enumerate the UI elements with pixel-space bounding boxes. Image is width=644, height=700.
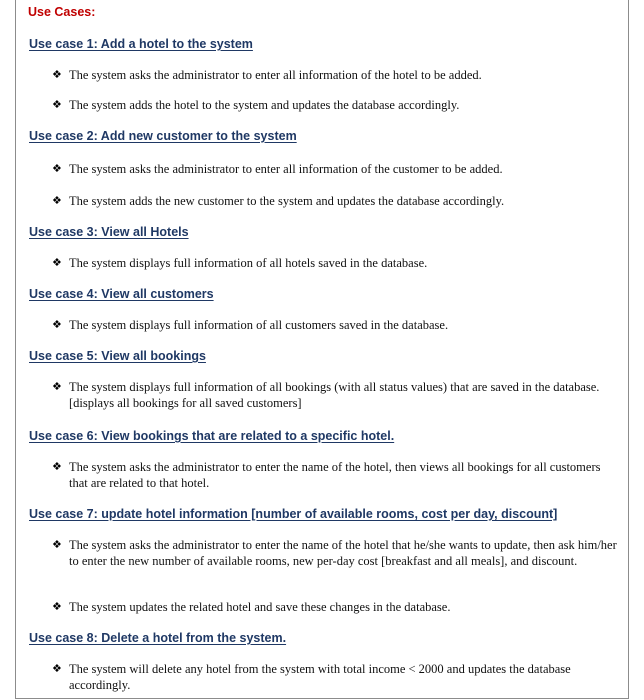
diamond-bullet-icon: ❖ — [52, 256, 62, 269]
use-case-1-heading: Use case 1: Add a hotel to the system — [29, 37, 253, 51]
diamond-bullet-icon: ❖ — [52, 162, 62, 175]
use-case-5-item-1: The system displays full information of all bookings (with all status values) that are saved in the database. [displays all bookings for all saved customers] — [69, 380, 600, 410]
diamond-bullet-icon: ❖ — [52, 68, 62, 81]
diamond-bullet-icon: ❖ — [52, 380, 62, 393]
use-case-6-heading: Use case 6: View bookings that are related to a specific hotel. — [29, 429, 395, 443]
diamond-bullet-icon: ❖ — [52, 318, 62, 331]
use-case-2-item-2: The system adds the new customer to the system and updates the database accordingly. — [69, 194, 505, 208]
use-case-1-item-1: The system asks the administrator to enter all information of the hotel to be added. — [69, 68, 482, 82]
diamond-bullet-icon: ❖ — [52, 98, 62, 111]
use-case-7-heading: Use case 7: update hotel information [number of available rooms, cost per day, discount] — [29, 507, 558, 521]
use-case-8-item-1: The system will delete any hotel from the system with total income < 2000 and updates the database accordingly. — [69, 662, 571, 692]
use-case-4-item-1: The system displays full information of all customers saved in the database. — [69, 318, 449, 332]
use-case-8-heading: Use case 8: Delete a hotel from the system. — [29, 631, 287, 645]
section-title: Use Cases: — [28, 5, 96, 19]
use-case-3-heading: Use case 3: View all Hotels — [29, 225, 189, 239]
use-case-4-heading: Use case 4: View all customers — [29, 287, 214, 301]
use-case-5-heading: Use case 5: View all bookings — [29, 349, 206, 363]
diamond-bullet-icon: ❖ — [52, 194, 62, 207]
use-case-3-item-1: The system displays full information of all hotels saved in the database. — [69, 256, 428, 270]
use-case-7-item-2: The system updates the related hotel and save these changes in the database. — [69, 600, 451, 614]
diamond-bullet-icon: ❖ — [52, 600, 62, 613]
diamond-bullet-icon: ❖ — [52, 460, 62, 473]
use-case-6-item-1: The system asks the administrator to enter the name of the hotel, then views all bookings for all customers that are related to that hotel. — [69, 460, 601, 490]
use-case-7-item-1: The system asks the administrator to enter the name of the hotel that he/she wants to update, then ask him/her to enter the new number of available rooms, new per-day cost [breakfast and all meals], and discount. — [69, 538, 617, 568]
use-case-2-heading: Use case 2: Add new customer to the system — [29, 129, 297, 143]
use-case-1-item-2: The system adds the hotel to the system and updates the database accordingly. — [69, 98, 460, 112]
diamond-bullet-icon: ❖ — [52, 662, 62, 675]
use-case-2-item-1: The system asks the administrator to enter all information of the customer to be added. — [69, 162, 503, 176]
diamond-bullet-icon: ❖ — [52, 538, 62, 551]
